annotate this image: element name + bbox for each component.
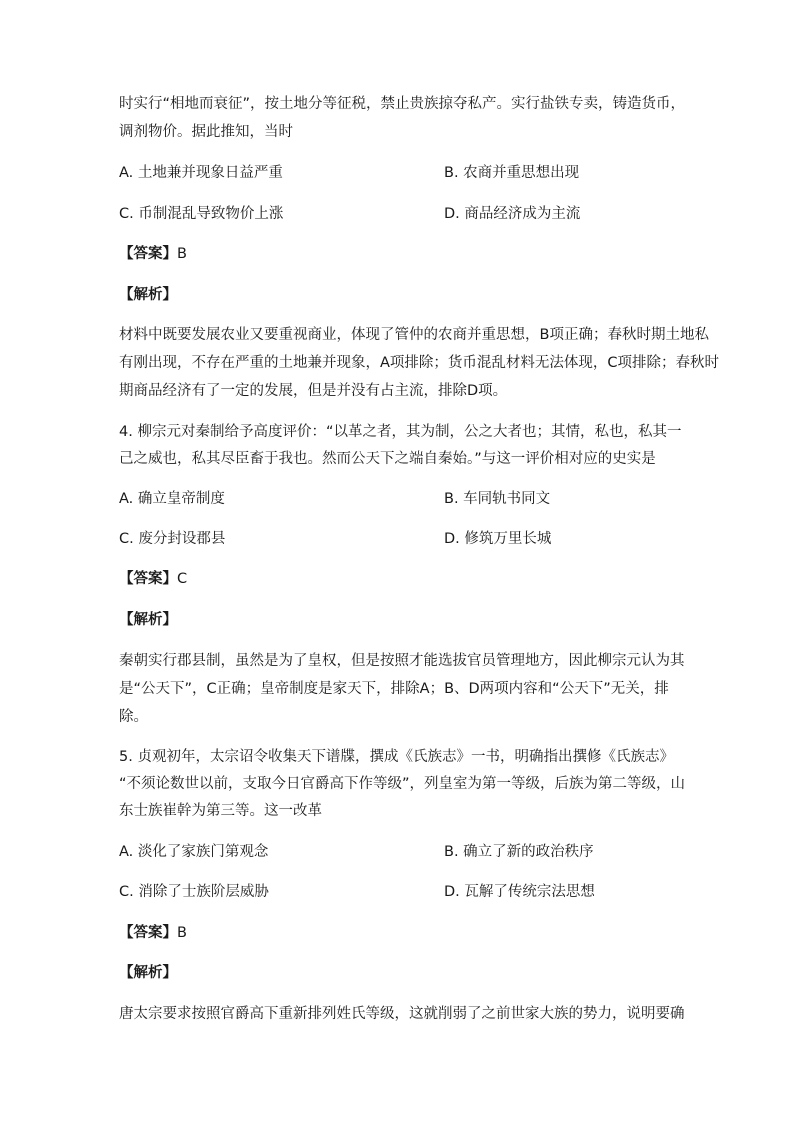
q3-answer-value: B xyxy=(177,246,187,262)
q3-stem-line-1: 时实行“相地而衰征”，按土地分等征税，禁止贵族掠夺私产。实行盐铁专卖，铸造货币， xyxy=(119,96,686,112)
q4-analysis-line-3: 除。 xyxy=(119,709,148,725)
q5-option-c: C. 消除了士族阶层威胁 xyxy=(119,884,269,900)
q5-answer-label: 【答案】 xyxy=(119,925,177,941)
q5-option-a: A. 淡化了家族门第观念 xyxy=(119,844,269,860)
q4-answer-value: C xyxy=(177,571,188,587)
q4-analysis-line-1: 秦朝实行郡县制，虽然是为了皇权，但是按照才能选拔官员管理地方，因此柳宗元认为其 xyxy=(119,653,685,669)
q5-analysis-label: 【解析】 xyxy=(119,965,177,981)
q4-option-c: C. 废分封设郡县 xyxy=(119,531,226,547)
q3-analysis-line-1: 材料中既要发展农业又要重视商业，体现了管仲的农商并重思想，B项正确；春秋时期土地私 xyxy=(119,327,709,343)
q4-option-d: D. 修筑万里长城 xyxy=(444,531,552,547)
q5-answer xyxy=(119,922,187,944)
q4-analysis-label: 【解析】 xyxy=(119,612,177,628)
q3-answer-label: 【答案】 xyxy=(119,246,177,262)
q3-analysis-line-3: 期商品经济有了一定的发展，但是并没有占主流，排除D项。 xyxy=(119,383,508,399)
q5-analysis-line-1: 唐太宗要求按照官爵高下重新排列姓氏等级，这就削弱了之前世家大族的势力，说明要确 xyxy=(119,1006,685,1022)
q5-answer-value: B xyxy=(177,925,187,941)
q4-option-b: B. 车同轨书同文 xyxy=(444,491,551,507)
q3-option-b: B. 农商并重思想出现 xyxy=(444,165,580,181)
q3-option-d: D. 商品经济成为主流 xyxy=(444,206,581,222)
q3-option-a: A. 土地兼并现象日益严重 xyxy=(119,165,283,181)
q4-stem-line-1: 4. 柳宗元对秦制给予高度评价：“以革之者，其为制，公之大者也；其情，私也，私其一 xyxy=(119,424,682,440)
q3-analysis-label: 【解析】 xyxy=(119,287,177,303)
q4-analysis-line-2: 是“公天下”，C正确；皇帝制度是家天下，排除A；B、D两项内容和“公天下”无关，排 xyxy=(119,681,669,697)
q5-stem-line-3: 东士族崔幹为第三等。这一改革 xyxy=(119,803,322,819)
q3-stem-line-2: 调剂物价。据此推知，当时 xyxy=(119,124,293,140)
q3-answer xyxy=(119,243,187,265)
q4-stem-line-2: 己之威也，私其尽臣畜于我也。然而公天下之端自秦始。”与这一评价相对应的史实是 xyxy=(119,451,656,467)
q3-analysis-line-2: 有刚出现，不存在严重的土地兼并现象，A项排除；货币混乱材料无法体现，C项排除；春秋时 xyxy=(119,355,720,371)
q5-option-b: B. 确立了新的政治秩序 xyxy=(444,844,594,860)
q4-answer-label: 【答案】 xyxy=(119,571,177,587)
q4-option-a: A. 确立皇帝制度 xyxy=(119,491,225,507)
q5-stem-line-1: 5. 贞观初年，太宗诏令收集天下谱牒，撰成《氏族志》一书，明确指出撰修《氏族志》 xyxy=(119,749,674,765)
q5-stem-line-2: “不须论数世以前，支取今日官爵高下作等级”，列皇室为第一等级，后族为第二等级，山 xyxy=(119,776,686,792)
q5-option-d: D. 瓦解了传统宗法思想 xyxy=(444,884,595,900)
q3-option-c: C. 币制混乱导致物价上涨 xyxy=(119,206,284,222)
q4-answer xyxy=(119,568,187,590)
